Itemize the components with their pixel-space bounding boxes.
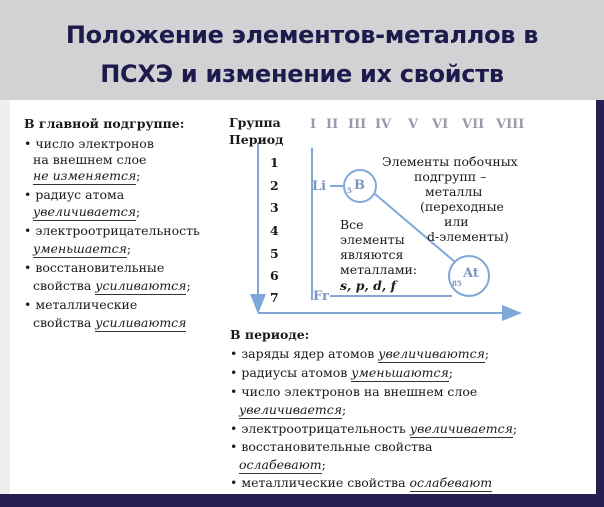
main-group-item-4-prefix: свойства bbox=[33, 278, 96, 293]
main-group-item-2-line-1: • радиус атома bbox=[24, 187, 125, 202]
group-numeral-5: V bbox=[408, 117, 419, 132]
main-group-item-3-line-1: • электроотрицательность bbox=[24, 223, 200, 238]
period-number-6: 6 bbox=[270, 268, 279, 283]
all-metals-line-4: металлами: bbox=[340, 262, 418, 277]
main-group-item-2-tail: ; bbox=[136, 204, 141, 219]
period-item-3-line-2 bbox=[239, 404, 346, 417]
main-group-item-1-line-1: • число электронов bbox=[24, 136, 154, 151]
group-numeral-8: VIII bbox=[496, 117, 525, 132]
all-metals-line-2: элементы bbox=[340, 232, 405, 247]
side-note-line-6: d-элементы) bbox=[427, 229, 509, 244]
period-item-2-emphasis: уменьшаются bbox=[351, 365, 449, 380]
main-group-item-4-emphasis: усиливаются bbox=[95, 278, 187, 293]
period-item-2-tail: ; bbox=[448, 365, 453, 380]
period-item-4-tail: ; bbox=[512, 421, 518, 436]
period-item-6-emphasis: ослабевают bbox=[409, 475, 493, 490]
period-number-2: 2 bbox=[270, 178, 279, 193]
main-group-item-1-tail: ; bbox=[136, 168, 141, 183]
all-metals-line-1: Все bbox=[340, 217, 364, 232]
period-item-4 bbox=[230, 423, 517, 436]
period-item-6-prefix: • металлические свойства bbox=[230, 475, 410, 490]
period-item-2 bbox=[230, 367, 453, 380]
side-note-line-3: металлы bbox=[425, 184, 483, 199]
page-title-line-1: Положение элементов-металлов в bbox=[65, 21, 539, 49]
boron-atomic-number: 5 bbox=[347, 186, 352, 195]
period-number-4: 4 bbox=[270, 223, 279, 238]
group-numeral-6: VI bbox=[432, 117, 449, 132]
period-item-5-line-1: • восстановительные свойства bbox=[230, 439, 433, 454]
period-number-3: 3 bbox=[270, 200, 279, 215]
main-group-item-3-emphasis: уменьшается bbox=[33, 241, 127, 256]
period-item-1-tail: ; bbox=[484, 346, 490, 361]
period-item-1 bbox=[230, 348, 489, 361]
period-item-3-emphasis: увеличивается bbox=[239, 402, 343, 417]
boron-symbol: B bbox=[354, 178, 365, 193]
period-item-2-prefix: • радиусы атомов bbox=[230, 365, 352, 380]
astatine-atomic-number: 85 bbox=[452, 279, 462, 288]
group-numeral-1: I bbox=[310, 117, 317, 132]
side-note-line-4: (переходные bbox=[420, 199, 504, 214]
main-group-item-4-tail: ; bbox=[186, 278, 191, 293]
period-item-5-emphasis: ослабевают bbox=[239, 457, 322, 472]
period-item-3-tail: ; bbox=[342, 402, 347, 417]
main-group-item-3-tail: ; bbox=[126, 241, 132, 256]
main-group-item-4-line-1: • восстановительные bbox=[24, 260, 165, 275]
side-note-line-5: или bbox=[444, 214, 469, 229]
francium-symbol: Fr bbox=[313, 289, 329, 304]
lithium-symbol: Li bbox=[312, 179, 327, 194]
period-number-5: 5 bbox=[270, 246, 279, 261]
group-label: Группа bbox=[229, 115, 281, 130]
group-numeral-2: II bbox=[326, 117, 339, 132]
period-number-7: 7 bbox=[270, 290, 279, 305]
group-numeral-7: VII bbox=[462, 117, 485, 132]
period-item-4-emphasis: увеличивается bbox=[409, 421, 513, 436]
page-title-line-2: ПСХЭ и изменение их свойств bbox=[100, 60, 504, 88]
side-note-line-1: Элементы побочных bbox=[382, 154, 518, 169]
main-group-item-2-emphasis: увеличивается bbox=[33, 204, 137, 219]
main-group-item-5-line-1: • металлические bbox=[24, 297, 138, 312]
main-group-item-5-emphasis: усиливаются bbox=[95, 315, 187, 330]
side-note-line-2: подгрупп – bbox=[414, 169, 487, 184]
all-metals-line-3: являются bbox=[340, 247, 404, 262]
main-group-item-1-line-2: на внешнем слое bbox=[33, 152, 147, 167]
main-group-item-1-emphasis: не изменяется bbox=[33, 168, 137, 183]
astatine-symbol: At bbox=[463, 266, 479, 281]
group-numeral-3: III bbox=[348, 117, 367, 132]
group-numeral-4: IV bbox=[375, 117, 392, 132]
main-group-heading: В главной подгруппе: bbox=[24, 116, 185, 131]
period-heading: В периоде: bbox=[230, 327, 310, 342]
period-number-1: 1 bbox=[270, 155, 279, 170]
period-item-5-tail: ; bbox=[321, 457, 326, 472]
period-label: Период bbox=[229, 132, 284, 147]
period-item-1-prefix: • заряды ядер атомов bbox=[230, 346, 379, 361]
period-item-3-line-1: • число электронов на внешнем слое bbox=[230, 384, 478, 399]
period-item-1-emphasis: увеличиваются bbox=[378, 346, 485, 361]
all-metals-line-5: s, p, d, f bbox=[340, 278, 397, 293]
main-group-item-5-prefix: свойства bbox=[33, 315, 96, 330]
period-item-5-line-2 bbox=[239, 459, 326, 472]
period-item-4-prefix: • электроотрицательность bbox=[230, 421, 410, 436]
period-item-6 bbox=[230, 477, 492, 490]
